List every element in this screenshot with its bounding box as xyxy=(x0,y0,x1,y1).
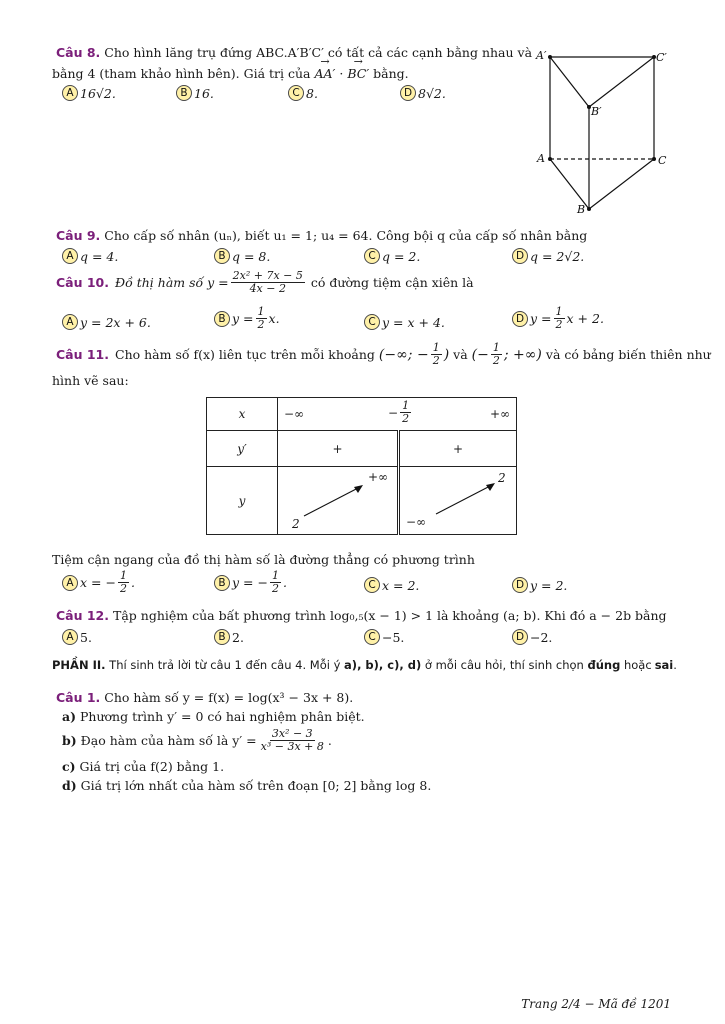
y-left xyxy=(278,467,399,535)
yprime-sign: + xyxy=(399,431,517,467)
option-c[interactable] xyxy=(288,85,318,101)
vertex-label: A′ xyxy=(536,49,547,62)
q9-line xyxy=(56,228,587,243)
part2-instruction xyxy=(52,658,677,672)
y-value: −∞ xyxy=(406,515,427,529)
question-label: Câu 11. xyxy=(56,347,110,362)
option-badge: A xyxy=(62,248,78,264)
vertex-label: A xyxy=(537,152,545,165)
option-c[interactable] xyxy=(364,314,445,330)
option-value: q = 4. xyxy=(80,248,119,264)
option-value: 5. xyxy=(80,629,92,645)
y-right xyxy=(399,467,517,535)
p2q1-text: Cho hàm số y = f(x) = log(x³ − 3x + 8). xyxy=(104,690,354,705)
p2q1-line xyxy=(56,690,353,705)
q9-text: Cho cấp số nhân (uₙ), biết u₁ = 1; u₄ = 64. Công bội q của cấp số nhân bằng xyxy=(104,228,588,243)
option-c[interactable] xyxy=(364,248,420,264)
numerator: 1 xyxy=(119,569,127,582)
statement-c[interactable] xyxy=(62,759,224,774)
statement-key: d) xyxy=(62,778,77,793)
y-value: 2 xyxy=(498,471,506,485)
numerator: 1 xyxy=(555,305,563,318)
variation-table xyxy=(206,397,517,535)
option-badge: C xyxy=(288,85,304,101)
option-badge: D xyxy=(512,629,528,645)
option-badge: D xyxy=(400,85,416,101)
option-badge: C xyxy=(364,314,380,330)
denominator: 2 xyxy=(402,412,410,425)
option-value: q = 2√2. xyxy=(530,248,585,264)
q10-text: có đường tiệm cận xiên là xyxy=(310,275,474,290)
row-y-label: y xyxy=(207,467,278,535)
option-value: q = 2. xyxy=(382,248,421,264)
option-badge: B xyxy=(214,629,230,645)
option-b[interactable] xyxy=(176,85,214,101)
q11-line2: hình vẽ sau: xyxy=(52,373,129,388)
option-value: 16√2. xyxy=(80,85,116,101)
q10-text: Đồ thị hàm số y = xyxy=(115,275,229,290)
option-value: y = 2. xyxy=(530,577,568,593)
fraction xyxy=(491,342,502,367)
option-value: q = 8. xyxy=(232,248,271,264)
statement-a[interactable] xyxy=(62,709,365,724)
question-label: Câu 10. xyxy=(56,275,110,290)
y-value: 2 xyxy=(292,517,300,531)
row-x-values xyxy=(278,398,517,431)
vector-aa1: → AA′ xyxy=(314,66,335,81)
option-value: 8. xyxy=(306,85,318,101)
fraction xyxy=(431,342,442,367)
denominator: 2 xyxy=(432,354,440,367)
option-value: x = − xyxy=(80,575,116,590)
increasing-arrow xyxy=(434,479,498,517)
option-value: y = 2x + 6. xyxy=(80,314,151,330)
option-d[interactable] xyxy=(512,248,584,264)
vertex-label: C xyxy=(658,154,667,167)
option-value: y = x + 4. xyxy=(382,314,445,330)
option-value: x. xyxy=(268,311,280,326)
vertex-label: B xyxy=(577,203,586,216)
q10-line xyxy=(56,270,474,295)
option-d[interactable] xyxy=(512,306,604,331)
option-value: 16. xyxy=(194,85,214,101)
option-value: y = − xyxy=(232,575,268,590)
option-badge: B xyxy=(214,248,230,264)
row-x-label: x xyxy=(207,398,278,431)
option-d[interactable] xyxy=(512,629,552,645)
critical-point xyxy=(388,400,413,425)
q12-text: Tập nghiệm của bất phương trình log₀,₅(x − 1) > 1 là khoảng (a; b). Khi đó a − 2b bằng xyxy=(113,608,667,623)
q8-text: bằng 4 (tham khảo hình bên). Giá trị của xyxy=(52,66,311,81)
option-badge: A xyxy=(62,575,78,591)
q11-text: và xyxy=(453,347,468,362)
q8-line1 xyxy=(56,45,532,60)
option-value: x = 2. xyxy=(382,577,420,593)
fraction xyxy=(270,570,281,595)
option-badge: B xyxy=(214,575,230,591)
option-d[interactable] xyxy=(512,577,567,593)
option-badge: A xyxy=(62,85,78,101)
prism-figure xyxy=(530,45,680,220)
option-a[interactable] xyxy=(62,248,118,264)
option-b[interactable] xyxy=(214,306,280,331)
option-c[interactable] xyxy=(364,629,404,645)
option-value: y = xyxy=(530,311,552,326)
option-badge: D xyxy=(512,311,528,327)
statement-text: Phương trình y′ = 0 có hai nghiệm phân biệt. xyxy=(80,709,365,724)
fraction xyxy=(118,570,129,595)
dot-op: · xyxy=(339,66,344,81)
q8-text: bằng. xyxy=(373,66,409,81)
option-value: −2. xyxy=(530,629,553,645)
option-a[interactable] xyxy=(62,629,92,645)
fraction xyxy=(256,306,267,331)
increasing-arrow xyxy=(302,481,366,519)
option-badge: B xyxy=(176,85,192,101)
statement-key: a) xyxy=(62,709,77,724)
option-badge: C xyxy=(364,577,380,593)
statement-text: Giá trị lớn nhất của hàm số trên đoạn [0; 2] bằng log 8. xyxy=(80,778,432,793)
numerator: 2x² + 7x − 5 xyxy=(232,269,303,282)
option-badge: A xyxy=(62,314,78,330)
instruction-text: sai xyxy=(654,658,674,672)
numerator: 1 xyxy=(257,305,265,318)
option-value: . xyxy=(130,575,135,590)
option-value: . xyxy=(282,575,287,590)
numerator: 1 xyxy=(432,341,440,354)
instruction-text: a), b), c), d) xyxy=(344,658,422,672)
fraction xyxy=(231,270,305,295)
statement-text: Giá trị của f(2) bằng 1. xyxy=(79,759,225,774)
q12-line xyxy=(56,608,667,623)
vertex-label: C′ xyxy=(656,51,667,64)
instruction-text: đúng xyxy=(587,658,621,672)
numerator: 1 xyxy=(402,399,410,412)
instruction-text: Thí sinh trả lời từ câu 1 đến câu 4. Mỗi ý xyxy=(109,658,341,672)
option-badge: D xyxy=(512,577,528,593)
question-label: Câu 8. xyxy=(56,45,101,60)
option-value: x + 2. xyxy=(566,311,604,326)
instruction-text: hoặc xyxy=(623,658,652,672)
option-value: 8√2. xyxy=(418,85,446,101)
option-a[interactable] xyxy=(62,85,116,101)
option-a[interactable] xyxy=(62,314,151,330)
option-d[interactable] xyxy=(400,85,446,101)
statement-key: b) xyxy=(62,733,77,748)
denominator: 2 xyxy=(492,354,500,367)
option-value: −5. xyxy=(382,629,405,645)
statement-text: . xyxy=(327,733,332,748)
statement-b[interactable] xyxy=(62,728,332,753)
yprime-sign: + xyxy=(278,431,399,467)
q11-question: Tiệm cận ngang của đồ thị hàm số là đường thẳng có phương trình xyxy=(52,552,475,567)
interval: ) xyxy=(443,346,450,363)
row-yprime-label: y′ xyxy=(207,431,278,467)
vector-bc1: → BC′ xyxy=(347,66,369,81)
option-value: y = xyxy=(232,311,254,326)
option-c[interactable] xyxy=(364,577,419,593)
interval: ; +∞) xyxy=(503,346,542,363)
option-b[interactable] xyxy=(214,248,270,264)
q11-text: Cho hàm số f(x) liên tục trên mỗi khoảng xyxy=(115,347,375,362)
option-badge: C xyxy=(364,629,380,645)
denominator: 2 xyxy=(257,318,265,331)
option-badge: C xyxy=(364,248,380,264)
instruction-text: ở mỗi câu hỏi, thí sinh chọn xyxy=(424,658,584,672)
numerator: 1 xyxy=(271,569,279,582)
numerator: 3x² − 3 xyxy=(271,727,313,740)
option-b[interactable] xyxy=(214,629,244,645)
numerator: 1 xyxy=(492,341,500,354)
option-value: 2. xyxy=(232,629,244,645)
statement-key: c) xyxy=(62,759,76,774)
option-badge: B xyxy=(214,311,230,327)
page-footer: Trang 2/4 − Mã đề 1201 xyxy=(521,997,671,1011)
q8-text: Cho hình lăng trụ đứng ABC.A′B′C′ có tất cả các cạnh bằng nhau và xyxy=(104,45,533,60)
denominator: x³ − 3x + 8 xyxy=(260,740,324,753)
option-a[interactable] xyxy=(62,570,135,595)
pos-infinity: +∞ xyxy=(490,407,511,421)
question-label: Câu 9. xyxy=(56,228,101,243)
q11-line1 xyxy=(56,342,711,367)
interval: (−∞; − xyxy=(378,346,429,363)
option-badge: D xyxy=(512,248,528,264)
denominator: 4x − 2 xyxy=(249,282,286,295)
denominator: 2 xyxy=(271,582,279,595)
denominator: 2 xyxy=(119,582,127,595)
statement-d[interactable] xyxy=(62,778,431,793)
denominator: 2 xyxy=(555,318,563,331)
fraction xyxy=(259,728,326,753)
part-heading: PHẦN II. xyxy=(52,658,106,672)
question-label: Câu 1. xyxy=(56,690,101,705)
interval: (− xyxy=(471,346,489,363)
y-value: +∞ xyxy=(368,470,389,484)
neg-infinity: −∞ xyxy=(284,407,305,421)
fraction xyxy=(554,306,565,331)
option-b[interactable] xyxy=(214,570,287,595)
q8-line2 xyxy=(52,66,409,81)
minus-sign: − xyxy=(388,405,399,420)
q11-text: và có bảng biến thiên như xyxy=(545,347,711,362)
vertex-label: B′ xyxy=(591,105,602,118)
option-badge: A xyxy=(62,629,78,645)
question-label: Câu 12. xyxy=(56,608,110,623)
instruction-text: . xyxy=(673,658,677,672)
statement-text: Đạo hàm của hàm số là y′ = xyxy=(80,733,257,748)
